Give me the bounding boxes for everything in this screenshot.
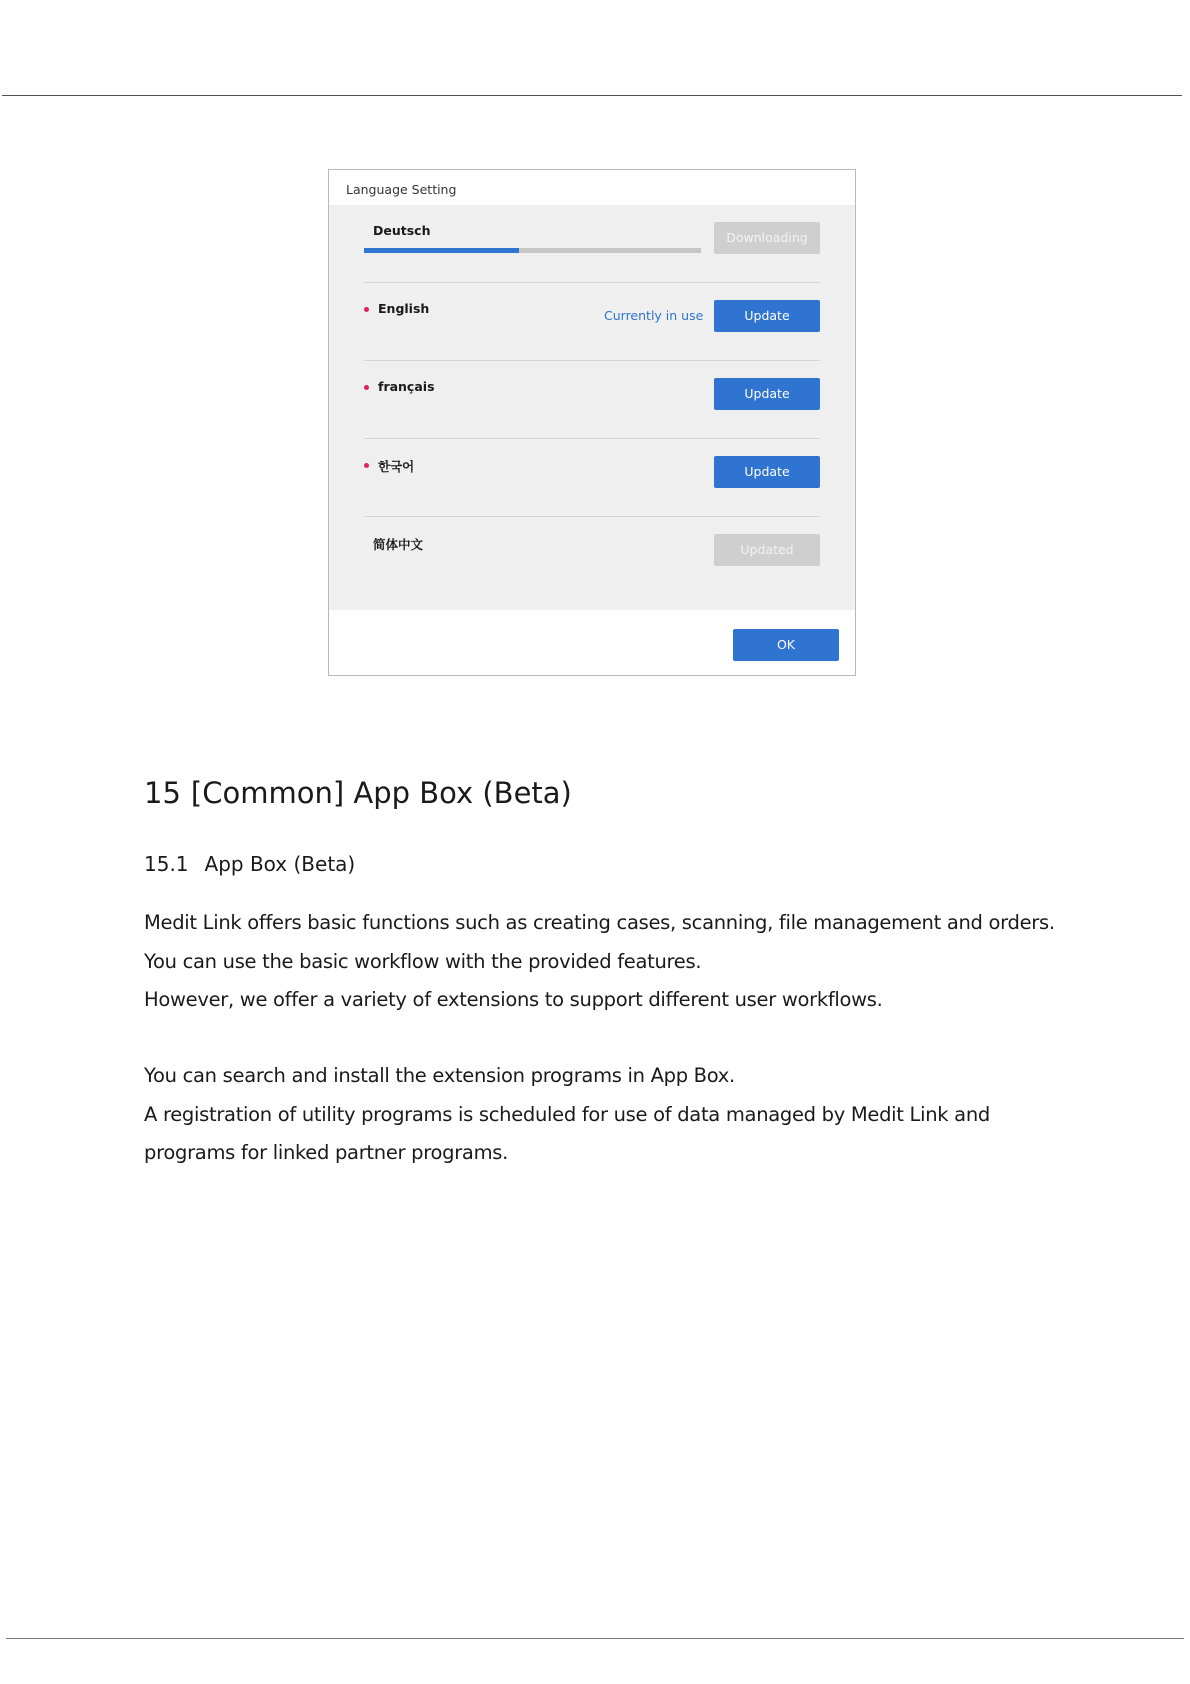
subsection-heading — [144, 852, 355, 876]
paragraph-intro — [144, 904, 1055, 1020]
section-title: [Common] App Box (Beta) — [190, 776, 572, 810]
dialog-title: Language Setting — [346, 182, 457, 197]
language-name: Deutsch — [373, 223, 431, 238]
paragraph-line: Medit Link offers basic functions such as creating cases, scanning, file management and orders. — [144, 911, 1055, 934]
language-name: 简体中文 — [373, 537, 424, 552]
current-language-status: Currently in use — [604, 308, 704, 323]
section-number: 15 — [144, 776, 181, 810]
language-name: 한국어 — [378, 459, 415, 474]
language-row-english — [364, 283, 820, 361]
download-progress-fill — [364, 248, 519, 253]
marker-dot-icon — [364, 307, 369, 312]
language-row-korean — [364, 439, 820, 517]
language-row-deutsch — [364, 205, 820, 283]
paragraph-appbox — [144, 1057, 1044, 1173]
paragraph-line: You can use the basic workflow with the provided features. — [144, 949, 702, 973]
paragraph-line: programs for linked partner programs. — [144, 1141, 509, 1164]
update-button-english[interactable]: Update — [714, 300, 820, 332]
section-heading — [144, 776, 572, 810]
marker-dot-icon — [364, 463, 369, 468]
language-name: English — [378, 301, 430, 316]
downloading-button: Downloading — [714, 222, 820, 254]
paragraph-line: However, we offer a variety of extensions to support different user workflows. — [144, 988, 883, 1011]
language-setting-dialog — [328, 169, 856, 676]
header-rule — [2, 95, 1182, 96]
footer-rule — [6, 1638, 1184, 1639]
subsection-number: 15.1 — [144, 852, 189, 876]
paragraph-line: A registration of utility programs is scheduled for use of data managed by Medit Link and — [144, 1102, 990, 1126]
language-row-chinese — [364, 517, 820, 595]
marker-dot-icon — [364, 385, 369, 390]
subsection-title: App Box (Beta) — [204, 852, 356, 876]
update-button-korean[interactable]: Update — [714, 456, 820, 488]
download-progress-bar — [364, 248, 701, 253]
update-button-french[interactable]: Update — [714, 378, 820, 410]
language-name: français — [378, 379, 435, 394]
paragraph-line: You can search and install the extension programs in App Box. — [144, 1064, 735, 1087]
language-row-french — [364, 361, 820, 439]
dialog-body — [329, 205, 855, 610]
updated-button-chinese: Updated — [714, 534, 820, 566]
ok-button[interactable]: OK — [733, 629, 839, 661]
